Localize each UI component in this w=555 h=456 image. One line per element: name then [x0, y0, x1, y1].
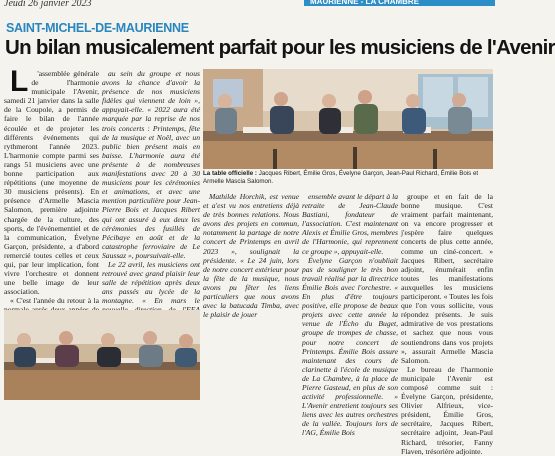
meeting-photo	[203, 69, 493, 169]
article-column-3	[203, 192, 299, 400]
issue-date: Jeudi 26 janvier 2023	[4, 0, 92, 9]
paragraph: 'assemblée générale de l'harmonie municipale l'Avenir, samedi 21 janvier dans la salle de la Coupole, a permis de faire le bilan de l'année écoulée et de projeter les différents événements qui rythmeront l'année 2023. L'harmonie compte parmi ses rangs 51 musiciens avec une bonne participation aux répétitions (une moyenne de 30 musiciens présents). En présence d'Armelle Mascia Salomon, première adjointe chargée de la culture, des sports, de l'événementiel et de la communication, Évelyne Garçon, présidente, a d'abord remercié toutes celles et ceux qui, par leur implication, font vivre l'orchestre et donnent une belle image de leur association.	[4, 69, 99, 297]
paragraph: « C'est l'année du retour à la	[10, 296, 99, 306]
paragraph: Le bureau de l'harmonie municipale l'Avenir est composé comme suit : Évelyne Garçon, présidente, Olivier Alfrieux, vice-président, Émilie Gros, secrétaire, Jacques Ribert, secrétaire adjoint, Jean-Paul Richard, trésorier, Fanny Flaven, trésorière adjointe.	[401, 364, 493, 456]
caption-text: Jacques Ribert, Émilie Gros, Évelyne Garçon, Jean-Paul Richard, Émilie Bois et Armelle Mascia Salomon.	[203, 170, 479, 185]
article-column-2	[102, 69, 200, 305]
paragraph: au sein du groupe et nous avons la chance d'avoir la présence de nos musiciens fidèles qui viennent de loin », appuyait-elle. « 2022 aura été marquée par la reprise de nos trois concerts : Printemps, fête de la musique et Noël, avec un public bien présent mais en baisse. L'harmonie aura été présente à de nombreuses manifestations avec 20 à 30 musiciens pour les cérémonies et animations, et avec une mention particulière pour Jean-Pierre Bois et Jacques Ribert qui ont assuré à eux deux les cérémonies des fusillés de Pécibaye en août et de la catastrophe ferroviaire de Le Saussaz », poursuivait-elle.	[102, 69, 200, 260]
paragraph: Évelyne Garçon n'oubliait pas de souligner le très bon travail réalisé par la directrice Émilie Bois avec l'orchestre. « En plus d'être toujours positive, elle propose de beaux projets avec cette année la venue de l'Écho du Buget, groupe de trompes de chasse, pour notre concert de Printemps. Émilie Bois assure maintenant des cours de clarinette à l'école de musique de La Chambre, à la place de Pierre Gasteud, en plus de son activité professionnelle. » L'Avenir entretient toujours ses liens avec les autres orchestres de la vallée. Toujours lors de l'AG, Émilie Bois	[302, 255, 398, 438]
musicians-photo	[4, 310, 200, 400]
caption-lead: La table officielle :	[203, 170, 257, 177]
paragraph: Mathilde Horchik, est venue et a'est vu nos entretiens déjà de très bonnes relations. Nous avons des projets en commun, notamment la partage de notre concert de Printemps en avril 2023 », soulignait la présidente. « Le 24 juin, lors de notre concert extérieur pour la fête de la musique, nous avons pu fêter les liens particuliers que nous avons avec la batucada Timba, avec le plaisir de jouer	[203, 192, 299, 320]
article-kicker: SAINT-MICHEL-DE-MAURIENNE	[6, 21, 189, 35]
article-column-1	[4, 65, 99, 306]
paragraph: groupe et en fait de la bonne musique. C'est vraiment parfait maintenant, on va encore progresser et j'espère faire quelques concerts de plus cette année, comme un ciné-concert. » Jacques Ribert, secrétaire adjoint, énumérait enfin toutes les manifestations auxquelles les musiciens participeront. « Toutes les fois que l'on vous sollicite, vous répondez présents. Je suis admirative de vos prestations et sachez que nous vous soutiendrons dans vos projets », assurait Armelle Mascia Salomon.	[401, 192, 493, 365]
photo-caption	[203, 170, 493, 188]
drop-cap: L	[10, 65, 29, 98]
paragraph: Le 22 avril, les musiciens ont retrouvé avec grand plaisir leur salle de répétition après deux ans passés au lycée de la montagne. « En mars le	[102, 259, 200, 306]
section-rubric: MAURIENNE - LA CHAMBRE	[304, 0, 495, 6]
article-column-5	[401, 192, 493, 456]
article-headline: Un bilan musicalement parfait pour les musiciens de l'Avenir	[5, 36, 555, 59]
paragraph: ensemble avant le départ à la retraite de Jean-Claude Bastiani, fondateur de l'association. C'est maintenant Alexis et Émilie Gros, membres de l'Harmonie, qui reprennent ce groupe », appuyait-elle.	[302, 192, 398, 256]
page-header	[0, 0, 495, 11]
article-column-4	[302, 192, 398, 438]
